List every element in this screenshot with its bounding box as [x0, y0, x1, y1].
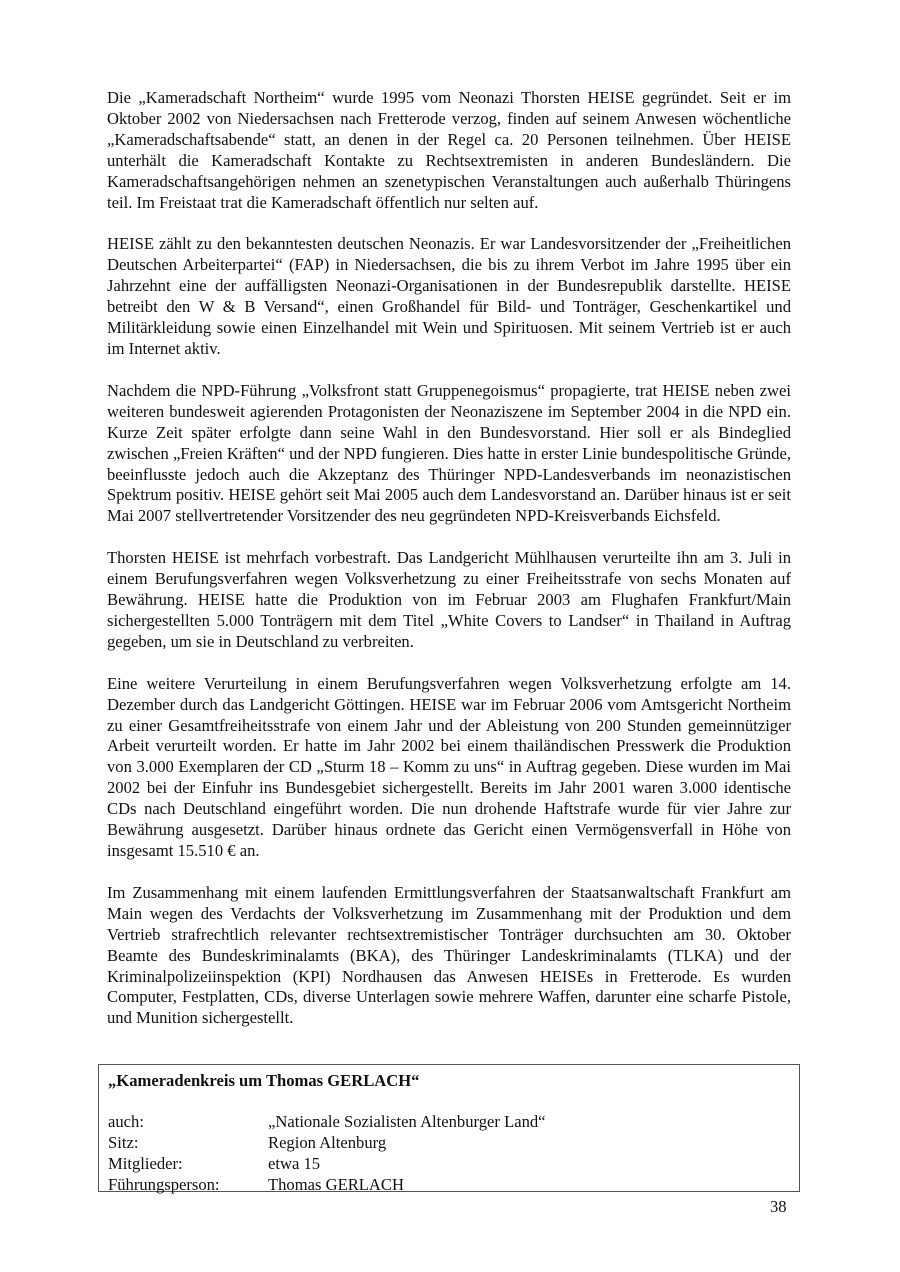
info-row-fuehrungsperson — [108, 1175, 790, 1196]
info-key: Führungsperson: — [108, 1174, 220, 1194]
paragraph-heise-background: HEISE zählt zu den bekanntesten deutschen Neonazis. Er war Landesvorsitzender der „Freiheitlichen Deutschen Arbeiterpartei“ (FAP) in Niedersachsen, die bis zu ihrem Verbot im Jahre 1995 über ein Jahrzehnt eine der auffälligsten Neonazi-Organisationen in der Bundesrepublik darstellte. HEISE betreibt den W & B Versand“, einen Großhandel für Bild- und Tonträger, Geschenkartikel und Militärkleidung sowie einen Einzelhandel mit Wein und Spirituosen. Mit seinem Vertrieb ist er auch im Internet aktiv. — [107, 234, 791, 358]
info-box — [98, 1064, 800, 1192]
info-value: Region Altenburg — [268, 1132, 387, 1152]
paragraph-npd-entry: Nachdem die NPD-Führung „Volksfront statt Gruppenegoismus“ propagierte, trat HEISE neben zwei weiteren bundesweit agierenden Protagonisten der Neonaziszene im September 2004 in die NPD ein. Kurze Zeit später erfolgte dann seine Wahl in den Bundesvorstand. Hier soll er als Bindeglied zwischen „Freien Kräften“ und der NPD fungieren. Dies hatte in erster Linie bundespolitische Gründe, beeinflusste jedoch auch die Akzeptanz des Thüringer NPD-Landesverbands im neonazistischen Spektrum positiv. HEISE gehört seit Mai 2005 auch dem Landesvorstand an. Darüber hinaus ist er seit Mai 2007 stellvertretender Vorsitzender des neu gegründeten NPD-Kreisverbands Eichsfeld. — [107, 380, 791, 526]
info-box-title: „Kameradenkreis um Thomas GERLACH“ — [108, 1071, 420, 1090]
info-row-sitz — [108, 1133, 790, 1154]
info-value: „Nationale Sozialisten Altenburger Land“ — [268, 1111, 546, 1131]
info-key: auch: — [108, 1111, 144, 1131]
info-key: Mitglieder: — [108, 1153, 183, 1173]
paragraph-kameradschaft-northeim: Die „Kameradschaft Northeim“ wurde 1995 vom Neonazi Thorsten HEISE gegründet. Seit er im Oktober 2002 von Niedersachsen nach Fretterode verzog, finden auf seinem Anwesen wöchentliche „Kameradschaftsabende“ statt, an denen in der Regel ca. 20 Personen teilnehmen. Über HEISE unterhält die Kameradschaft Kontakte zu Rechtsextremisten in anderen Bundesländern. Die Kameradschaftsangehörigen nehmen an szenetypischen Veranstaltungen auch außerhalb Thüringens teil. Im Freistaat trat die Kameradschaft öffentlich nur selten auf. — [107, 88, 791, 212]
info-row-auch — [108, 1112, 790, 1133]
info-value: etwa 15 — [268, 1153, 321, 1173]
info-value: Thomas GERLACH — [268, 1174, 404, 1194]
info-row-mitglieder — [108, 1154, 790, 1175]
page-number: 38 — [770, 1197, 787, 1216]
paragraph-search-fretterode: Im Zusammenhang mit einem laufenden Ermittlungsverfahren der Staatsanwaltschaft Frankfurt am Main wegen des Verdachts der Volksverhetzung im Zusammenhang mit der Produktion und dem Vertrieb strafrechtlich relevanter rechtsextremistischer Tonträger durchsuchten am 30. Oktober Beamte des Bundeskriminalamts (BKA), des Thüringer Landeskriminalamts (TLKA) und der Kriminalpolizeiinspektion (KPI) Nordhausen das Anwesen HEISEs in Fretterode. Es wurden Computer, Festplatten, CDs, diverse Unterlagen sowie mehrere Waffen, darunter eine scharfe Pistole, und Munition sichergestellt. — [107, 882, 791, 1028]
document-body — [107, 88, 791, 1050]
paragraph-conviction-muehlhausen: Thorsten HEISE ist mehrfach vorbestraft. Das Landgericht Mühlhausen verurteilte ihn am 3. Juli in einem Berufungsverfahren wegen Volksverhetzung zu einer Freiheitsstrafe von sechs Monaten auf Bewährung. HEISE hatte die Produktion von im Februar 2003 am Flughafen Frankfurt/Main sichergestellten 5.000 Tonträgern mit dem Titel „White Covers to Landser“ in Thailand in Auftrag gegeben, um sie in Deutschland zu verbreiten. — [107, 548, 791, 651]
paragraph-conviction-goettingen: Eine weitere Verurteilung in einem Berufungsverfahren wegen Volksverhetzung erfolgte am 14. Dezember durch das Landgericht Göttingen. HEISE war im Februar 2006 vom Amtsgericht Northeim zu einer Gesamtfreiheitsstrafe von einem Jahr und der Ableistung von 200 Stunden gemeinnütziger Arbeit verurteilt worden. Er hatte im Jahr 2002 bei einem thailändischen Presswerk die Produktion von 3.000 Exemplaren der CD „Sturm 18 – Komm zu uns“ in Auftrag gegeben. Diese wurden im Mai 2002 bei der Einfuhr ins Bundesgebiet sichergestellt. Bereits im Jahr 2001 waren 3.000 identische CDs nach Deutschland eingeführt worden. Die nun drohende Haftstrafe wurde für vier Jahre zur Bewährung ausgesetzt. Darüber hinaus ordnete das Gericht einen Vermögensverfall in Höhe von insgesamt 15.510 € an. — [107, 673, 791, 860]
info-key: Sitz: — [108, 1132, 139, 1152]
